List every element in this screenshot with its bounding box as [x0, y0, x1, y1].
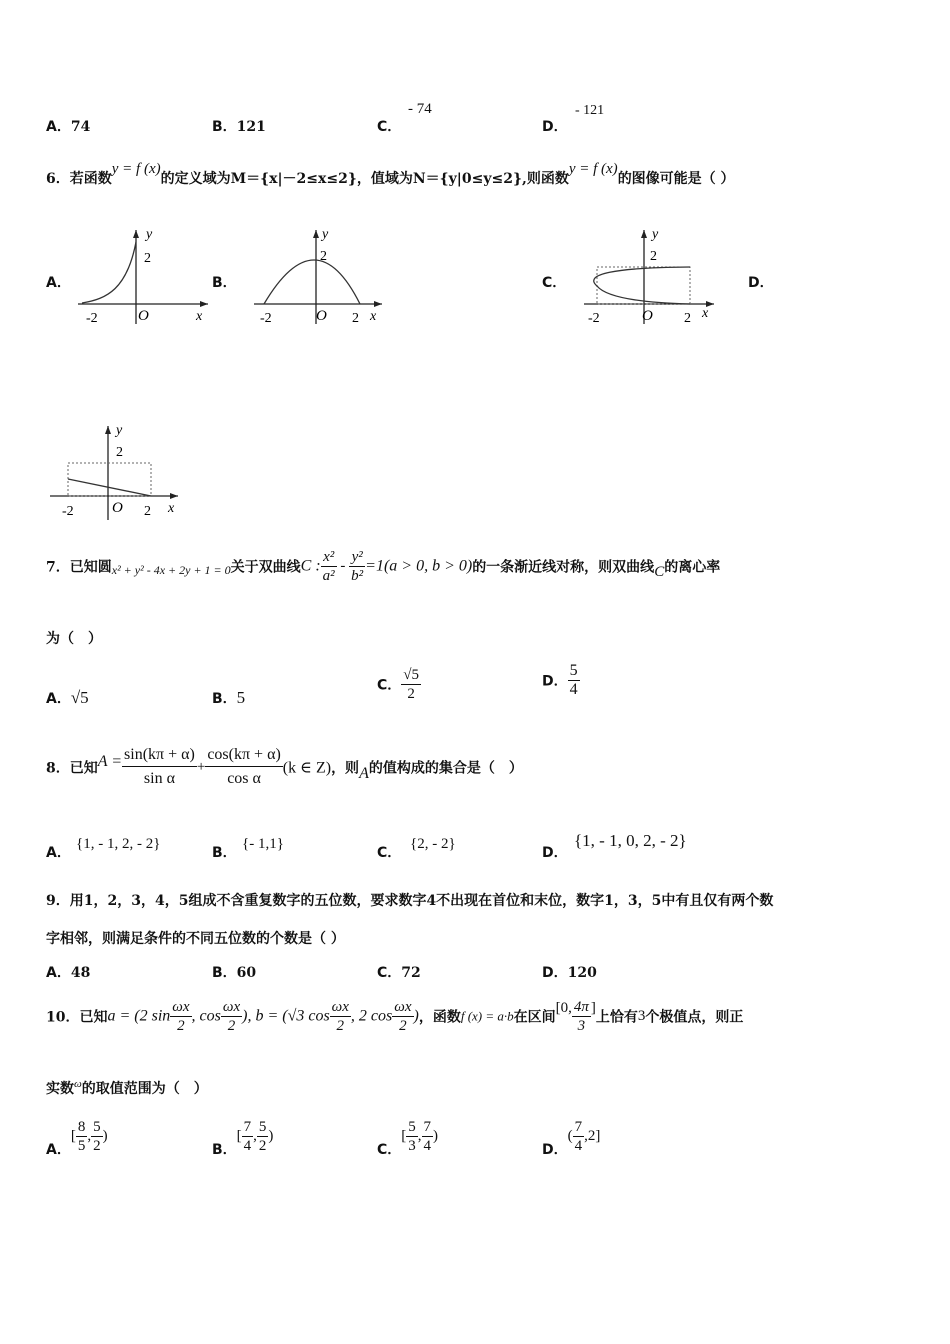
q10-option-a: A．[ $\frac{8}{5}$ , $\frac{5}{2}$ )	[46, 1119, 108, 1158]
tick-label: 2	[684, 311, 691, 326]
denominator: 3	[577, 1018, 586, 1034]
numerator: 5	[408, 1119, 416, 1135]
option-label: B．	[212, 119, 237, 135]
q5-option-a	[46, 116, 90, 136]
denominator: 4	[243, 1138, 252, 1154]
numerator: √5	[403, 667, 420, 683]
hyperbola-prefix: C :	[300, 557, 321, 575]
q5-option-c-value: - 74	[408, 101, 432, 117]
x-axis-label: x	[702, 306, 709, 321]
q8-option-d-value: {1, - 1, 0, 2, - 2}	[574, 831, 687, 850]
fraction	[568, 662, 580, 699]
interval-open: [0,	[555, 1000, 572, 1016]
denominator: 5	[77, 1138, 86, 1154]
origin-label: O	[112, 500, 123, 516]
numerator: 4π	[573, 999, 589, 1015]
q8-option-b-value: {- 1,1}	[242, 836, 284, 852]
bracket: )	[433, 1128, 439, 1144]
variable-a: A	[359, 764, 369, 782]
option-label: A．	[46, 965, 71, 981]
fraction	[573, 1118, 585, 1155]
stem-text: 已知圆	[69, 559, 112, 576]
vector-a: a = (2 sin	[107, 1007, 171, 1025]
stem-text: ，则	[331, 760, 360, 777]
option-label: C．	[377, 845, 402, 861]
bracket: ]	[595, 1128, 601, 1144]
tick-label: 2	[320, 249, 327, 264]
stem-text: 实数	[46, 1081, 74, 1097]
tick-label: 2	[144, 504, 151, 519]
fraction	[170, 998, 191, 1035]
option-label: D．	[542, 1141, 568, 1158]
bracket: (	[567, 1128, 573, 1144]
fraction	[221, 998, 242, 1035]
fraction	[401, 666, 421, 703]
numerator: ωx	[394, 999, 412, 1015]
origin-label: O	[642, 308, 653, 324]
fraction	[242, 1118, 254, 1155]
y-axis-label: y	[322, 227, 329, 242]
fraction	[321, 548, 337, 585]
graph-c	[580, 224, 720, 328]
denominator: 2	[399, 1018, 407, 1034]
vector-b: ), b = (√3 cos	[242, 1007, 330, 1025]
fraction	[91, 1118, 103, 1155]
option-label: C．	[377, 965, 402, 981]
q8-option-c-value: {2, - 2}	[410, 836, 456, 852]
tick-label: -2	[62, 504, 74, 519]
stem-text: 上恰有	[595, 1009, 638, 1026]
fraction	[422, 1118, 434, 1155]
y-axis-label: y	[652, 227, 659, 242]
option-label: A．	[46, 1141, 71, 1158]
denominator: 2	[407, 686, 415, 702]
q6-option-a-label: A．	[46, 275, 71, 291]
function-expression: y = f (x)	[111, 161, 161, 177]
option-value: 72	[401, 965, 421, 981]
option-value: 2	[587, 1128, 596, 1144]
function-expression: f (x) = a·b	[460, 1008, 514, 1024]
condition: (k ∈ Z)	[282, 759, 332, 777]
stem-text: 在区间	[513, 1009, 556, 1026]
denominator: 2	[177, 1018, 185, 1034]
a-equals: A =	[97, 752, 123, 770]
q10-option-d: D．( $\frac{7}{4}$ ,2]	[542, 1119, 601, 1158]
omega: ω	[74, 1078, 82, 1090]
function-expression: y = f (x)	[568, 161, 618, 177]
stem-text: 若函数	[69, 171, 112, 187]
denominator: 4	[574, 1138, 583, 1154]
option-label: D．	[542, 845, 568, 861]
q9-option-b	[212, 962, 256, 982]
numerator: ωx	[222, 999, 241, 1015]
numerator: y²	[349, 548, 365, 567]
tick-label: 2	[650, 249, 657, 264]
fraction	[76, 1118, 88, 1155]
option-value: 60	[236, 965, 257, 981]
question-number: 8．	[46, 760, 70, 777]
numerator: cos(kπ + α)	[205, 744, 282, 767]
q8-stem	[46, 744, 523, 791]
q8-option-d	[542, 842, 568, 862]
plus-sign: +	[196, 759, 206, 775]
cos-term: , 2 cos	[350, 1007, 393, 1025]
fraction	[205, 744, 282, 791]
q5-option-c	[377, 116, 401, 136]
option-value: 48	[70, 965, 91, 981]
q10-stem-line2	[46, 1078, 208, 1098]
stem-text: 的值构成的集合是（ ）	[368, 760, 523, 777]
option-label: A．	[46, 691, 71, 707]
y-axis-label: y	[146, 227, 153, 242]
denominator: 3	[408, 1138, 416, 1154]
x-axis-label: x	[196, 309, 203, 324]
q7-stem-line2: 为（ ）	[46, 631, 102, 647]
option-label: C．	[377, 119, 402, 135]
stem-text: 的离心率	[664, 559, 721, 576]
bracket: [	[401, 1128, 407, 1144]
q10-stem	[46, 998, 743, 1035]
q9-option-d	[542, 962, 597, 982]
circle-equation: x² + y² - 4x + 2y + 1 = 0	[111, 563, 231, 577]
q7-option-a	[46, 688, 89, 708]
option-label: B．	[212, 691, 237, 707]
fraction	[349, 548, 365, 585]
question-number: 10．已知	[46, 1009, 108, 1026]
graph-d	[46, 420, 186, 524]
denominator: cos α	[227, 770, 261, 787]
numerator: ωx	[331, 999, 349, 1015]
stem-text: 的图像可能是（ ）	[617, 171, 735, 187]
question-number: 6．	[46, 171, 70, 187]
fraction	[392, 998, 413, 1035]
option-label: B．	[212, 845, 237, 861]
q7-stem: 7．已知圆$_{x^2 + y^2 - 4x + 2y + 1 = 0}$关于双曲线C : $\frac{\text{x²}}{\text{a²}}$ - $\frac{\text{y²}}{\text{b²}}$ =1(a > 0, b > 0)的一条渐近线对称，则双曲线C的离心率	[46, 549, 721, 584]
interval-close: ]	[590, 1000, 596, 1016]
variable-c: C	[654, 564, 665, 580]
stem-text: 已知	[69, 760, 98, 777]
y-axis-label: y	[116, 423, 123, 438]
bracket: [	[70, 1128, 76, 1144]
x-axis-label: x	[168, 501, 175, 516]
tick-label: -2	[86, 311, 98, 326]
denominator: 2	[336, 1018, 345, 1034]
tick-label: -2	[260, 311, 272, 326]
q9-option-c	[377, 962, 421, 982]
denominator: a²	[322, 568, 335, 584]
stem-text: ，函数	[418, 1009, 461, 1026]
numerator: ωx	[172, 999, 190, 1015]
graph-b	[250, 224, 390, 328]
option-value: 120	[567, 965, 597, 981]
numerator: 5	[569, 662, 578, 679]
q10-option-b: B．[ $\frac{7}{4}$ , $\frac{5}{2}$ )	[212, 1119, 274, 1158]
graph-a	[72, 224, 212, 328]
q8-option-a-value: {1, - 1, 2, - 2}	[76, 836, 161, 852]
q6-option-b-label: B．	[212, 275, 237, 291]
q6-option-c-label: C．	[542, 275, 567, 291]
q6-option-d-label: D．	[748, 275, 774, 291]
stem-text: 的一条渐近线对称，则双曲线	[472, 559, 655, 576]
option-value: 74	[70, 119, 91, 135]
origin-label: O	[138, 308, 149, 324]
numerator: 5	[258, 1119, 267, 1135]
tick-label: -2	[588, 311, 600, 326]
tick-label: 2	[144, 251, 151, 266]
denominator: sin α	[143, 770, 175, 787]
denominator: 4	[423, 1138, 432, 1154]
tick-label: 2	[352, 311, 359, 326]
q10-option-c: C．[ $\frac{5}{3}$ , $\frac{7}{4}$ )	[377, 1119, 439, 1158]
numerator: 5	[93, 1119, 101, 1135]
x-axis-label: x	[370, 309, 377, 324]
q8-option-c	[377, 842, 401, 862]
denominator: 4	[569, 681, 578, 698]
stem-text: 的取值范围为（ ）	[81, 1081, 208, 1097]
q7-option-d	[542, 662, 580, 699]
q5-option-d	[542, 116, 568, 136]
denominator: 2	[258, 1138, 267, 1154]
numerator: 7	[243, 1119, 252, 1135]
denominator: 2	[93, 1138, 101, 1154]
option-value: √5	[70, 688, 89, 707]
option-label: D．	[542, 965, 568, 981]
stem-text: 关于双曲线	[230, 559, 301, 576]
numerator: 7	[423, 1119, 432, 1135]
bracket: )	[268, 1128, 274, 1144]
question-number: 7．	[46, 559, 70, 576]
q6-stem	[46, 161, 735, 188]
option-label: D．	[542, 119, 568, 135]
stem-text: 个极值点，则正	[645, 1009, 744, 1026]
q9-stem-line2: 字相邻，则满足条件的不同五位数的个数是（ ）	[46, 931, 345, 947]
q9-stem-line1: 9．用1，2，3，4，5组成不含重复数字的五位数，要求数字4不出现在首位和末位，数字1，3，5中有且仅有两个数	[46, 893, 774, 909]
numerator: 7	[574, 1119, 583, 1135]
cos-term: , cos	[191, 1007, 221, 1025]
fraction	[572, 998, 591, 1035]
numerator: x²	[321, 548, 337, 567]
q5-option-b	[212, 116, 266, 136]
option-label: A．	[46, 119, 71, 135]
bracket: [	[236, 1128, 242, 1144]
hyperbola-suffix: =1(a > 0, b > 0)	[365, 557, 473, 575]
q7-option-c	[377, 666, 421, 703]
origin-label: O	[316, 308, 327, 324]
option-label: C．	[377, 677, 402, 694]
numerator: 8	[77, 1119, 86, 1135]
fraction	[257, 1118, 269, 1155]
fraction	[330, 998, 351, 1035]
count: 3	[637, 1008, 646, 1024]
option-value: 5	[236, 688, 246, 707]
option-label: B．	[212, 1141, 237, 1158]
stem-text: 的定义域为M＝{x|－2≤x≤2}，值域为N＝{y|0≤y≤2},则函数	[160, 171, 569, 187]
option-label: B．	[212, 965, 237, 981]
option-value: 121	[236, 119, 266, 135]
q7-option-b	[212, 688, 245, 708]
close-paren: )	[413, 1007, 419, 1025]
option-label: C．	[377, 1141, 402, 1158]
denominator: b²	[351, 568, 364, 584]
denominator: 2	[227, 1018, 236, 1034]
fraction	[406, 1118, 418, 1155]
option-label: D．	[542, 673, 568, 690]
q8-option-b	[212, 842, 237, 862]
bracket: )	[102, 1128, 108, 1144]
q5-option-d-value: - 121	[575, 103, 605, 118]
q9-option-a	[46, 962, 90, 982]
numerator: sin(kπ + α)	[122, 744, 197, 767]
fraction	[122, 744, 197, 791]
q8-option-a	[46, 842, 71, 862]
option-label: A．	[46, 845, 71, 861]
tick-label: 2	[116, 445, 123, 460]
